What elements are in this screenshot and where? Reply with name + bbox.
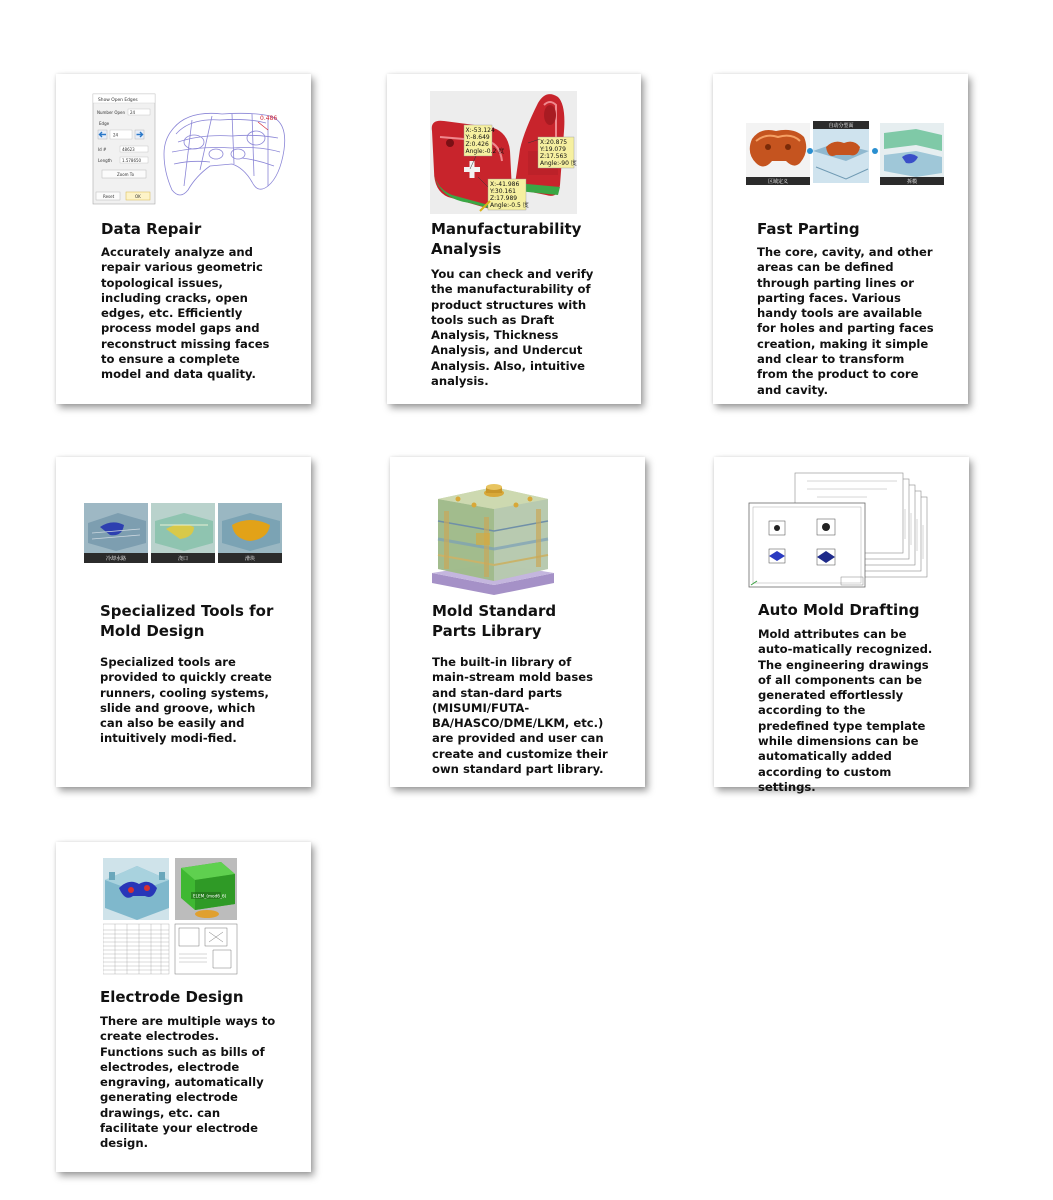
edge-index-value: 24 <box>113 132 119 138</box>
panel-label-2: 浇口 <box>177 556 189 562</box>
card-title: Auto Mold Drafting <box>758 601 920 619</box>
callout-2-y: Y:19.079 <box>540 146 566 153</box>
callout-3-angle: Angle:-0.5 度 <box>490 202 529 209</box>
card-auto-mold-drafting <box>714 457 969 794</box>
callout-2-z: Z:17.563 <box>540 153 568 160</box>
callout-1-angle: Angle:-0.2 度 <box>465 148 505 155</box>
panel-slide <box>218 503 282 563</box>
callout-1-x: X:-53.124 <box>465 127 495 134</box>
electrode-image <box>103 858 239 976</box>
callout-2-angle: Angle:-90 度 <box>540 160 577 167</box>
zoom-to-button: Zoom To <box>117 172 135 177</box>
ok-button: OK <box>135 194 141 199</box>
callout-1-y: Y:-8.649 <box>465 134 490 141</box>
panel-cooling <box>84 503 148 563</box>
card-fast-parting <box>713 74 968 404</box>
card-specialized-tools <box>56 457 311 787</box>
arrow-right-icon <box>872 148 878 154</box>
electrode-tag: ELEM_(mod6_6) <box>193 893 227 899</box>
length-label: Length <box>98 158 112 163</box>
dialog-title: Show Open Edges <box>98 98 138 103</box>
data-repair-image <box>92 90 292 208</box>
card-description: Accurately analyze and repair various geometric topological issues, including cracks, open edges, etc. Efficiently process model gaps and reconstruct missing faces to ensure a complete model and data quality. <box>101 245 270 382</box>
fast-parting-image <box>746 121 944 187</box>
specialized-tools-image <box>84 503 282 563</box>
card-title: Data Repair <box>101 220 202 238</box>
electrode-mold-panel <box>103 858 169 920</box>
id-value: 48623 <box>122 147 135 152</box>
edge-label: Edge <box>99 121 110 126</box>
show-open-edges-dialog <box>93 94 155 204</box>
card-title: Specialized Tools for Mold Design <box>100 602 274 640</box>
front-drawing-sheet <box>749 503 865 587</box>
card-electrode-design <box>56 842 311 1172</box>
card-title: Electrode Design <box>100 988 244 1006</box>
gamepad-wireframe <box>164 113 285 195</box>
panel-auto-parting-surface <box>813 121 869 183</box>
callout-3-x: X:-41.986 <box>490 181 520 188</box>
panel-region-definition <box>746 123 810 185</box>
manufacturability-image <box>430 91 577 214</box>
card-mold-standard-parts <box>390 457 645 787</box>
card-description: Specialized tools are provided to quickly create runners, cooling systems, slide and groove, which can also be easily and intuitively modi-fied. <box>100 655 272 746</box>
panel-label-1: 区域定义 <box>767 179 789 185</box>
length-value: 1.578650 <box>122 158 142 163</box>
number-open-value: 24 <box>130 110 136 115</box>
panel-label-1: 冷却水路 <box>105 556 127 562</box>
panel-label-3: 拆模 <box>906 179 918 185</box>
number-open-label: Number Open <box>97 110 126 115</box>
mold-base-image <box>428 477 558 599</box>
panel-gate <box>151 503 215 563</box>
card-description: The core, cavity, and other areas can be defined through parting lines or parting faces. Various handy tools are available for holes and parting faces creation, making it simple and clear to transform from the product to core and cavity. <box>757 245 934 397</box>
electrode-bill-table <box>103 924 169 974</box>
green-electrode-panel <box>175 858 237 920</box>
callout-2-x: X:20.875 <box>540 139 568 146</box>
drawings-image <box>747 469 937 589</box>
card-description: There are multiple ways to create electrodes. Functions such as bills of electrodes, electrode engraving, automatically generating electrode drawings, etc. can facilitate your electrode design. <box>100 1014 276 1151</box>
arrow-right-icon <box>807 148 813 154</box>
id-label: Id # <box>98 147 107 152</box>
card-title: Fast Parting <box>757 220 860 238</box>
card-manufacturability-analysis <box>387 74 641 404</box>
panel-label-2: 自动分型面 <box>828 123 854 129</box>
callout-1-z: Z:0.426 <box>465 141 489 148</box>
card-description: Mold attributes can be auto-matically recognized. The engineering drawings of all components can be generated effortlessly according to the predefined type template while dimensions can be automatically added according to custom settings. <box>758 627 933 794</box>
card-description: You can check and verify the manufacturability of product structures with tools such as Draft Analysis, Thickness Analysis, and Undercut Analysis. Also, intuitive analysis. <box>431 267 594 389</box>
reset-button: Reset <box>103 194 115 199</box>
card-description: The built-in library of main-stream mold bases and stan-dard parts (MISUMI/FUTA-BA/HASCO/DME/LKM, etc.) are provided and user can create and customize their own standard part library. <box>432 655 608 777</box>
edge-annotation: 0.486 <box>260 115 278 122</box>
panel-label-3: 滑块 <box>244 556 256 562</box>
callout-3-z: Z:17.989 <box>490 195 518 202</box>
callout-3-y: Y:30.161 <box>490 188 516 195</box>
card-title: Mold Standard Parts Library <box>432 602 557 640</box>
card-data-repair <box>56 74 311 404</box>
card-title: Manufacturability Analysis <box>431 220 582 258</box>
panel-mold-split <box>880 123 944 185</box>
electrode-drawing <box>175 924 237 974</box>
